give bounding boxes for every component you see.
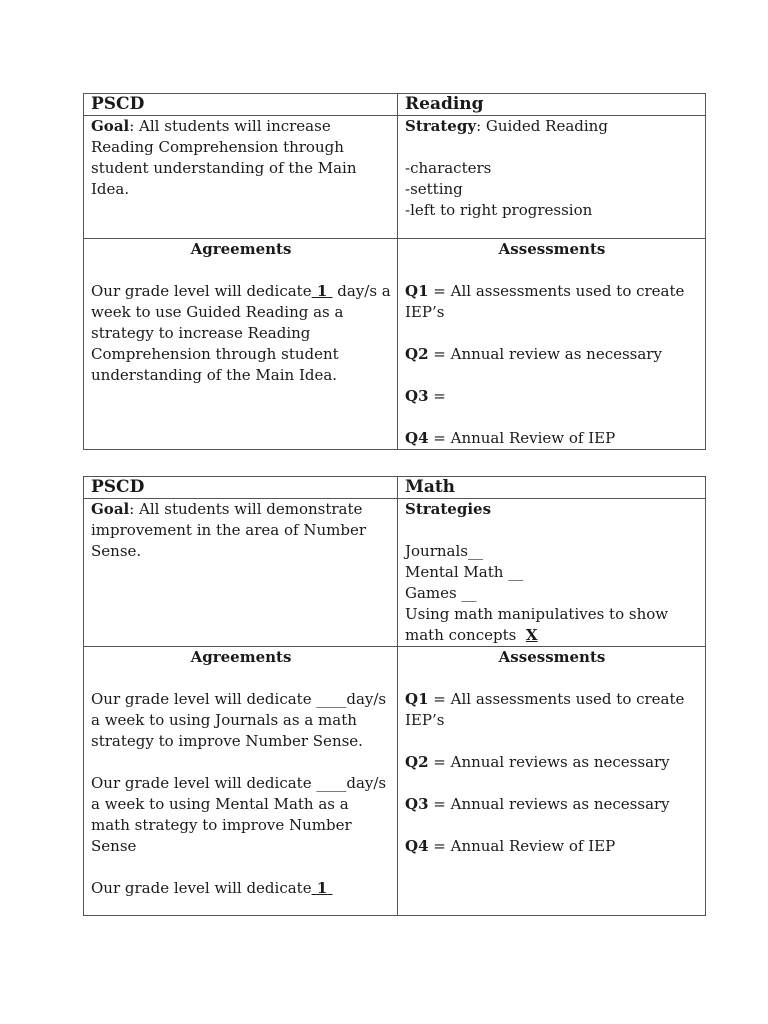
reading-header-pscd: PSCD <box>84 94 398 116</box>
agreement-mental-math: Our grade level will dedicate ____day/s a week to using Mental Math as a math strategy to improve Number Sense <box>91 774 387 855</box>
strategy-games: Games __ <box>405 584 477 602</box>
agreements-title: Agreements <box>190 648 292 666</box>
strategy-label: Strategy <box>405 117 477 135</box>
goal-text: : All students will increase Reading Comprehension through student understanding of the Main Idea. <box>91 117 357 198</box>
agreement-blank: 1 <box>316 282 328 300</box>
assessment-q1: Q1 = All assessments used to create IEP’s <box>405 282 685 321</box>
assessments-title: Assessments <box>498 240 606 258</box>
agreements-title: Agreements <box>190 240 292 258</box>
math-header-subject: Math <box>398 477 706 499</box>
assessment-q1: Q1 = All assessments used to create IEP’s <box>405 690 685 729</box>
strategy-journals: Journals__ <box>405 542 483 560</box>
strategy-text: : Guided Reading <box>476 117 608 135</box>
reading-strategy-cell <box>398 116 706 239</box>
reading-plan-table <box>83 93 706 450</box>
goal-label: Goal <box>91 500 130 518</box>
reading-agreements-cell <box>84 239 398 450</box>
strategy-mental-math: Mental Math __ <box>405 563 524 581</box>
goal-label: Goal <box>91 117 130 135</box>
reading-header-subject: Reading <box>398 94 706 116</box>
assessment-q4: Q4 = Annual Review of IEP <box>405 429 616 447</box>
strategy-manipulatives: Using math manipulatives to show math concepts X <box>405 605 669 644</box>
strategy-item: -characters <box>405 159 492 177</box>
assessment-q3: Q3 = <box>405 387 446 405</box>
reading-goal-cell <box>84 116 398 239</box>
math-header-pscd: PSCD <box>84 477 398 499</box>
strategies-title: Strategies <box>405 500 492 518</box>
agreement-journals: Our grade level will dedicate ____day/s a week to using Journals as a math strategy to improve Number Sense. <box>91 690 387 750</box>
math-goal-cell <box>84 499 398 647</box>
agreement-manipulatives: Our grade level will dedicate 1 <box>91 879 328 897</box>
math-agreements-cell <box>84 647 398 916</box>
agreement-text: Our grade level will dedicate <box>91 282 312 300</box>
assessments-title: Assessments <box>498 648 606 666</box>
assessment-q3: Q3 = Annual reviews as necessary <box>405 795 670 813</box>
assessment-q2: Q2 = Annual review as necessary <box>405 345 662 363</box>
math-assessments-cell <box>398 647 706 916</box>
goal-text: : All students will demonstrate improvement in the area of Number Sense. <box>91 500 367 560</box>
assessment-q2: Q2 = Annual reviews as necessary <box>405 753 670 771</box>
assessment-q4: Q4 = Annual Review of IEP <box>405 837 616 855</box>
selected-mark: X <box>525 626 538 644</box>
reading-assessments-cell <box>398 239 706 450</box>
strategy-item: -setting <box>405 180 463 198</box>
strategy-item: -left to right progression <box>405 201 593 219</box>
agreement-text: day/s a week to use Guided Reading as a strategy to increase Reading Comprehension through student understanding of the Main Idea. <box>91 282 391 384</box>
math-plan-table <box>83 476 706 916</box>
math-strategies-cell <box>398 499 706 647</box>
